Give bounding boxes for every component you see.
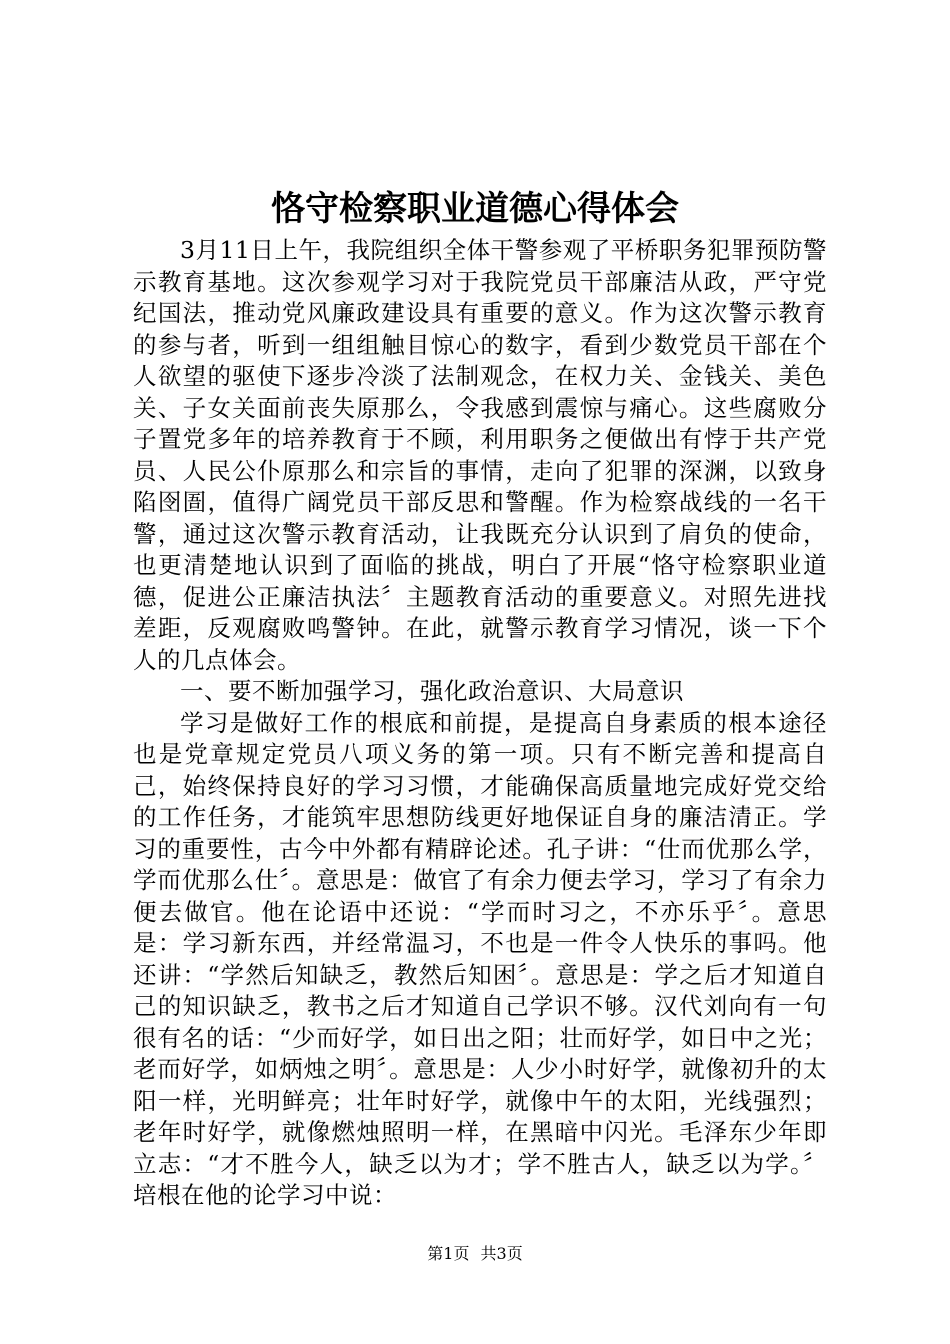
section-heading: 一、要不断加强学习，强化政治意识、大局意识 [180, 677, 684, 705]
study-paragraph: 学习是做好工作的根底和前提，是提高自身素质的根本途径也是党章规定党员八项义务的第一项。只有不断完善和提高自己，始终保持良好的学习习惯，才能确保高质量地完成好党交给的工作任务，才能筑牢思想防线更好地保证自身的廉洁清正。学习的重要性，古今中外都有精辟论述。孔子讲：“仕而优那么学，学而优那么仕〞。意思是：做官了有余力便去学习，学习了有余力便去做官。他在论语中还说：“学而时习之，不亦乐乎〞。意思是：学习新东西，并经常温习，不也是一件令人快乐的事吗。他还讲：“学然后知缺乏，教然后知困〞。意思是：学之后才知道自己的知识缺乏，教书之后才知道自己学识不够。汉代刘向有一句很有名的话：“少而好学，如日出之阳；壮而好学，如日中之光；老而好学，如炳烛之明〞。意思是：人少小时好学，就像初升的太阳一样，光明鲜亮；壮年时好学，就像中午的太阳，光线强烈；老年时好学，就像燃烛照明一样，在黑暗中闪光。毛泽东少年即立志：“才不胜今人，缺乏以为才；学不胜古人，缺乏以为学。〞培根在他的论学习中说： [133, 708, 827, 1209]
document-body [133, 235, 827, 1212]
document-title: 恪守检察职业道德心得体会 [271, 189, 679, 229]
intro-paragraph: 3月11日上午，我院组织全体干警参观了平桥职务犯罪预防警示教育基地。这次参观学习对于我院党员干部廉洁从政，严守党纪国法，推动党风廉政建设具有重要的意义。作为这次警示教育的参与者，听到一组组触目惊心的数字，看到少数党员干部在个人欲望的驱使下逐步冷淡了法制观念，在权力关、金钱关、美色关、子女关面前丧失原那么，令我感到震惊与痛心。这些腐败分子置党多年的培养教育于不顾，利用职务之便做出有悖于共产党员、人民公仆原那么和宗旨的事情，走向了犯罪的深渊，以致身陷囹圄，值得广阔党员干部反思和警醒。作为检察战线的一名干警，通过这次警示教育活动，让我既充分认识到了肩负的使命，也更清楚地认识到了面临的挑战，明白了开展“恪守检察职业道德，促进公正廉洁执法〞主题教育活动的重要意义。对照先进找差距，反观腐败鸣警钟。在此，就警示教育学习情况，谈一下个人的几点体会。 [133, 236, 827, 674]
page-total: 共3页 [480, 1244, 523, 1263]
page-number: 第1页 [427, 1244, 470, 1263]
page-footer [0, 1244, 950, 1264]
